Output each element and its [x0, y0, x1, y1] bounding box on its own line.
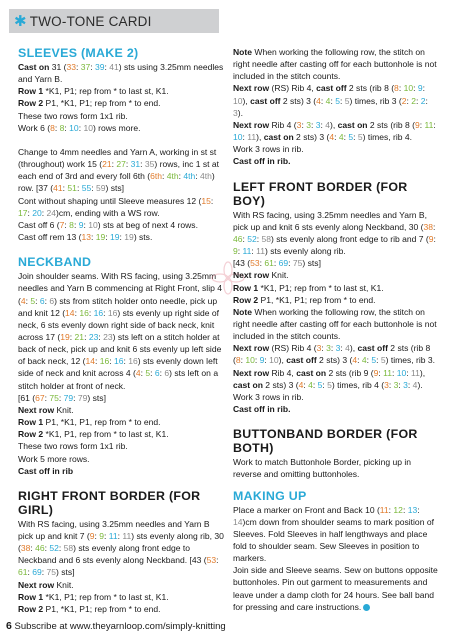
sleeves-change: Change to 4mm needles and Yarn A, working in st st (throughout) work 15 (21: 27: 31: 35) rows, inc 1 st at each end of 3rd and every foll 6th (6th: 4th: 4th: 4th) row. [37 (41: 51: 55: 59) sts]	[18, 146, 220, 194]
neckband-work5: Work 5 more rows.	[18, 453, 90, 464]
heading-buttonband: BUTTONBAND BORDER (FOR BOTH)	[233, 427, 418, 456]
page-number: 6	[6, 620, 12, 632]
heading-right-front-border: RIGHT FRONT BORDER (FOR GIRL)	[18, 488, 201, 517]
sleeves-castoff-rem: Cast off rem 13 (13: 19: 19: 19) sts.	[18, 232, 153, 243]
lfb-p1: With RS facing, using 3.25mm needles and Yarn B, pick up and knit 6 sts evenly along Neckband, 30 (38: 46: 52: 58) sts evenly along front edge to rib and 7 (9: 9: 11: 11) sts evenly along rib.	[233, 209, 436, 257]
section-tag	[9, 9, 219, 33]
page-title: TWO-TONE CARDI	[29, 13, 152, 29]
lfb-total: [43 (53: 61: 69: 75) sts]	[233, 258, 321, 269]
sleeves-cast-on: Cast on 31 (33: 37: 39: 41) sts using 3.25mm needles and Yarn B.	[18, 62, 224, 85]
lfb-row2: Row 2 P1, *K1, P1; rep from * to end.	[233, 294, 376, 305]
lfb-note: Note When working the following row, the stitch on right needle after casting off for each buttonhole is not included in the stitch counts.	[233, 306, 437, 342]
sleeves-work6: Work 6 (8: 8: 10: 10) rows more.	[18, 122, 141, 133]
rfb-row2: Row 2 P1, *K1, P1; rep from * to end.	[18, 603, 161, 614]
rc-castoff: Cast off in rib.	[233, 156, 291, 167]
rfb-row1: Row 1 *K1, P1; rep from * to last st, K1.	[18, 591, 169, 602]
mu-p2: Join side and Sleeve seams. Sew on buttons opposite buttonholes. Pin out garment to measurements and leave under a damp cloth for 24 hours. See ball band for pressing and care instructions.	[233, 565, 438, 612]
neckband-p1: Join shoulder seams. With RS facing, using 3.25mm needles and Yarn B commencing at Right Front, slip 4 (4: 5: 6: 6) sts from stitch holder onto needle, pick up and knit 12 (14: 16: 16: 16) sts evenly up right side of neck, 6 sts evenly down right side of back neck, knit across 17 (19: 21: 23: 23) sts left on a stitch holder at back of neck, pick up and knit 6 sts evenly up left side of back neck, 12 (14: 16: 16: 16) sts evenly down left side of neck and knit across 4 (4: 5: 6: 6) sts left on a stitch holder at front of neck.	[18, 271, 222, 391]
left-column	[18, 46, 225, 615]
footer-link[interactable]: Subscribe at www.theyarnloop.com/simply-knitting	[14, 621, 226, 632]
lfb-castoff: Cast off in rib.	[233, 404, 291, 415]
lfb-next-row: Next row Knit.	[233, 270, 289, 281]
lfb-work3: Work 3 rows in rib.	[233, 391, 304, 402]
sleeves-row2: Row 2 P1, *K1, P1; rep from * to end.	[18, 98, 161, 109]
end-marker-icon	[363, 604, 370, 611]
rc-next-row-1: Next row (RS) Rib 4, cast off 2 sts (rib 8 (8: 10: 9: 10), cast off 2 sts) 3 (4: 4: 5: 5) times, rib 3 (2: 2: 2: 3).	[233, 83, 428, 118]
sleeves-cont: Cont without shaping until Sleeve measures 12 (15: 17: 20: 24)cm, ending with a WS row.	[18, 195, 214, 218]
neckband-castoff: Cast off in rib	[18, 465, 74, 476]
rfb-next-row: Next row Knit.	[18, 579, 74, 590]
lfb-row1: Row 1 *K1, P1; rep from * to last st, K1.	[233, 282, 384, 293]
heading-sleeves: SLEEVES (MAKE 2)	[18, 46, 139, 60]
lfb-next-row-2: Next row Rib 4, cast on 2 sts (rib 9 (9: 11: 10: 11), cast on 2 sts) 3 (4: 4: 5: 5) times, rib 4 (3: 3: 3: 4).	[233, 367, 426, 390]
sleeves-castoff: Cast off 6 (7: 8: 9: 10) sts at beg of next 4 rows.	[18, 219, 198, 230]
neckband-next-row: Next row Knit.	[18, 404, 74, 415]
heading-left-front-border: LEFT FRONT BORDER (FOR BOY)	[233, 179, 408, 208]
neckband-row2: Row 2 *K1, P1, rep from * to last st, K1.	[18, 429, 169, 440]
sleeves-rib: These two rows form 1x1 rib.	[18, 110, 128, 121]
rc-note: Note When working the following row, the stitch on right needle after casting off for each buttonhole is not included in the stitch counts.	[233, 47, 437, 82]
bb-text: Work to match Buttonhole Border, picking up in reverse and omitting buttonholes.	[233, 457, 411, 480]
neckband-total: [61 (67: 75: 79: 79) sts]	[18, 392, 106, 403]
heading-making-up: MAKING UP	[233, 488, 307, 503]
rc-next-row-2: Next row Rib 4 (3: 3: 3: 4), cast on 2 sts (rib 8 (9: 11: 10: 11), cast on 2 sts) 3 (4: 4: 5: 5) times, rib 4.	[233, 119, 436, 143]
lfb-next-row-1: Next row (RS) Rib 4 (3: 3: 3: 4), cast off 2 sts (rib 8 (8: 10: 9: 10), cast off 2 sts) 3 (4: 4: 5: 5) times, rib 3.	[233, 343, 436, 366]
right-column	[233, 46, 439, 613]
header-bar	[0, 9, 451, 33]
heading-neckband: NECKBAND	[18, 255, 92, 270]
page-footer	[6, 620, 226, 632]
neckband-rib: These two rows form 1x1 rib.	[18, 441, 128, 452]
rc-work3: Work 3 rows in rib.	[233, 144, 304, 155]
sleeves-row1: Row 1 *K1, P1; rep from * to last st, K1.	[18, 86, 169, 97]
mu-p1: Place a marker on Front and Back 10 (11: 12: 13: 14)cm down from shoulder seams to mark position of Sleeves. Fold Sleeves in half lengthways and place fold to shoulder seam. Sew Sleeves in position to markers.	[233, 504, 434, 564]
rfb-p1: With RS facing, using 3.25mm needles and Yarn B pick up and knit 7 (9: 9: 11: 11) sts evenly along rib, 30 (38: 46: 52: 58) sts evenly along front edge to Neckband and 6 sts evenly along Neckband. [43 (53: 61: 69: 75) sts]	[18, 518, 224, 578]
neckband-row1: Row 1 P1, *K1, P1, rep from * to end.	[18, 417, 161, 428]
snowflake-icon: ✱	[14, 12, 27, 30]
